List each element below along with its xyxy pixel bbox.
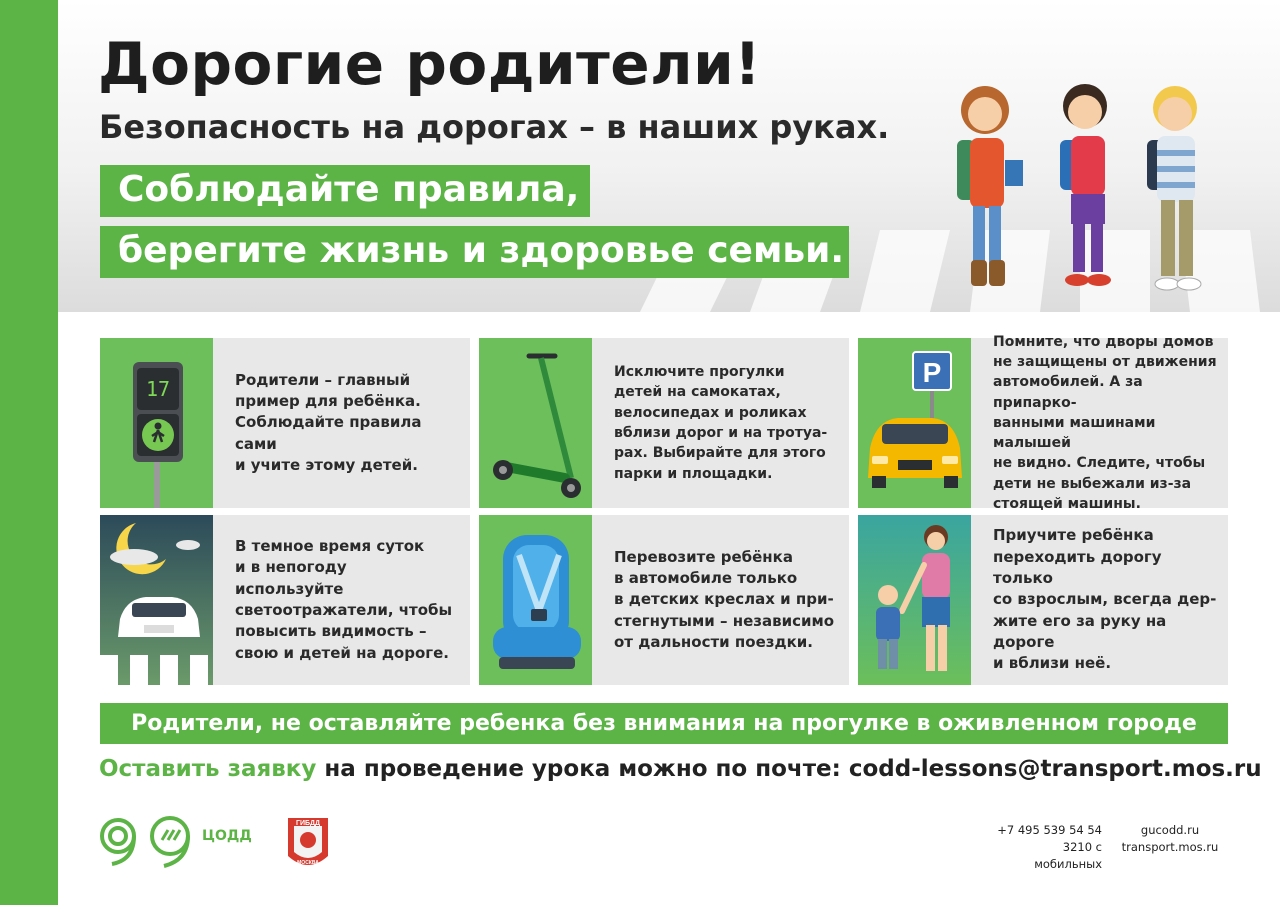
slogan-banner-line2: берегите жизнь и здоровье семьи. <box>100 226 849 278</box>
codd-logo-label: ЦОДД <box>202 828 252 844</box>
tip-card-scooter <box>479 338 849 508</box>
boy-right-figure <box>1147 86 1201 290</box>
scooter-icon <box>479 338 592 508</box>
tip-text: Родители – главный пример для ребёнка. Соблюдайте правила сами и учите этому детей. <box>235 370 422 474</box>
gibdd-city: МОСКВА <box>297 860 319 866</box>
phone-note: 3210 с мобильных <box>1034 840 1102 871</box>
girl-left-figure <box>957 86 1023 286</box>
site-link-transport[interactable]: transport.mos.ru <box>1121 840 1219 854</box>
left-accent-bar <box>0 0 58 905</box>
contact-text: на проведение урока можно по почте: codd-lessons@transport.mos.ru <box>316 756 1262 782</box>
phone-number[interactable]: +7 495 539 54 54 <box>997 823 1102 837</box>
tip-text: Перевозите ребёнка в автомобиле только в детских креслах и при- стегнутыми – независимо от дальности поездки. <box>614 547 835 651</box>
tip-card-crossing <box>858 515 1228 685</box>
tip-text: Исключите прогулки детей на самокатах, велосипедах и роликах вблизи дорог и на тротуа- рах. Выбирайте для этого парки и площадки. <box>614 364 828 482</box>
night-car-icon <box>100 515 213 685</box>
bottom-warning-banner: Родители, не оставляйте ребенка без внимания на прогулке в оживленном городе <box>100 703 1228 744</box>
signal-countdown: 17 <box>145 377 171 401</box>
gibdd-emblem-icon <box>288 818 328 866</box>
traffic-light-icon <box>100 338 213 508</box>
websites-block <box>1120 822 1220 856</box>
phone-block <box>994 822 1102 873</box>
request-link[interactable]: Оставить заявку <box>99 756 317 782</box>
slogan-banner-line1: Соблюдайте правила, <box>100 165 590 217</box>
tip-card-example <box>100 338 470 508</box>
tip-card-parked-cars <box>858 333 1228 513</box>
codd-logo-icon <box>102 818 188 866</box>
page-subtitle: Безопасность на дорогах – в наших руках. <box>99 108 890 146</box>
tip-card-child-seat <box>479 515 849 685</box>
tip-text: В темное время суток и в непогоду используйте светоотражатели, чтобы повысить видимость – свою и детей на дороге. <box>235 537 453 662</box>
gibdd-label: ГИБДД <box>295 820 321 827</box>
tip-text: Приучите ребёнка переходить дорогу только со взрослым, всегда дер- жите его за руку на дороге и вблизи неё. <box>993 526 1217 673</box>
tip-text: Помните, что дворы домов не защищены от движения автомобилей. А за припарко- ванными машинами малышей не видно. Следите, чтобы дети не выбежали из-за стоящей машины. <box>993 333 1217 513</box>
parked-car-icon <box>858 338 971 508</box>
page-title: Дорогие родители! <box>98 30 762 98</box>
parking-sign-letter: P <box>922 357 942 388</box>
tip-card-reflectors <box>100 515 470 685</box>
site-link-gucodd[interactable]: gucodd.ru <box>1140 823 1200 837</box>
contact-line <box>99 756 1262 782</box>
girl-middle-figure <box>1060 84 1111 286</box>
child-seat-icon <box>479 515 592 685</box>
footer-logos <box>98 812 358 882</box>
parent-child-icon <box>858 515 971 685</box>
children-illustration <box>935 80 1235 300</box>
